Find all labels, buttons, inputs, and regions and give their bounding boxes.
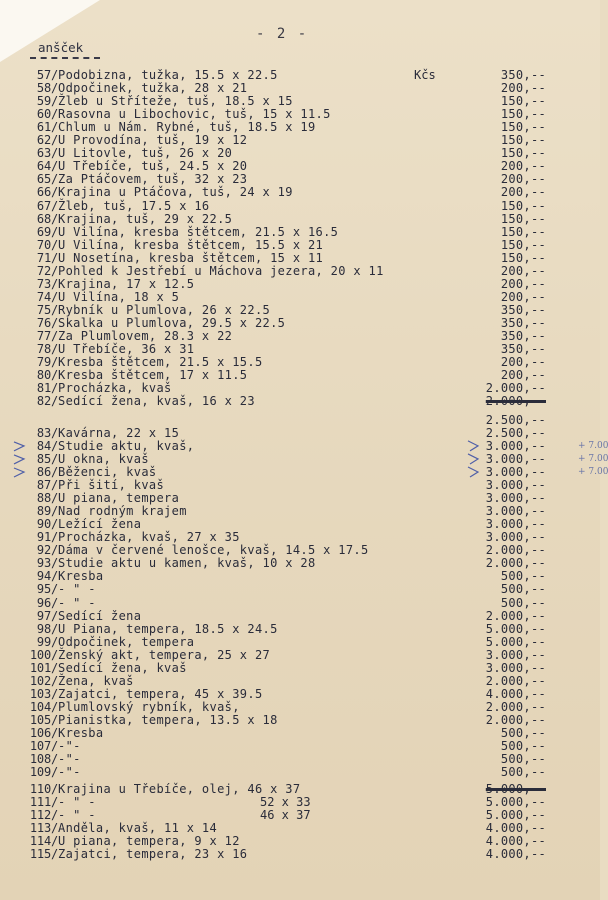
list-item — [0, 134, 600, 147]
item-price: 150,-- — [500, 198, 546, 213]
list-item — [0, 226, 600, 239]
item-price: 4.000,-- — [485, 847, 546, 862]
item-price: 350,-- — [500, 315, 546, 330]
list-item — [0, 317, 600, 330]
item-price: 150,-- — [500, 224, 546, 239]
item-number: 99/ — [36, 634, 58, 649]
item-price: 4.000,-- — [485, 834, 546, 849]
list-item — [0, 531, 600, 544]
item-price: 500,-- — [500, 765, 546, 780]
item-number: 80/ — [36, 368, 58, 383]
item-title: Anděla, kvaš, 11 x 14 — [58, 821, 218, 836]
item-title: U Vilína, kresba štětcem, 15.5 x 21 — [58, 237, 324, 252]
item-number: 75/ — [36, 302, 58, 317]
item-title: Procházka, kvaš, 27 x 35 — [58, 530, 240, 545]
list-item — [0, 186, 600, 199]
item-title: U okna, kvaš — [58, 451, 149, 466]
item-price: 200,-- — [500, 289, 546, 304]
item-number: 115/ — [29, 847, 58, 862]
list-item — [0, 330, 600, 343]
item-title: Podobizna, tužka, 15.5 x 22.5 — [58, 68, 278, 82]
item-number: 64/ — [36, 159, 58, 174]
item-price: 500,-- — [500, 595, 546, 610]
item-title: Při šití, kvaš — [58, 478, 165, 493]
item-title: Studie aktu, kvaš, — [58, 438, 195, 453]
item-title: - " - — [58, 795, 96, 810]
author-heading: anšček — [38, 40, 84, 55]
item-number: 111/ — [29, 795, 58, 810]
item-title: Žleb u Stříteže, tuš, 18.5 x 15 — [58, 94, 293, 109]
item-title: Krajina u Třebíče, olej, 46 x 37 — [58, 782, 301, 797]
list-item — [0, 753, 600, 766]
item-number: 69/ — [36, 224, 58, 239]
item-price: 200,-- — [500, 81, 546, 96]
item-number: 79/ — [36, 355, 58, 370]
item-price: 4.000,-- — [485, 686, 546, 701]
item-number: 91/ — [36, 530, 58, 545]
item-number: 72/ — [36, 263, 58, 278]
list-item — [0, 557, 600, 570]
item-title: Sedící žena — [58, 608, 142, 623]
item-number: 77/ — [36, 329, 58, 343]
list-item — [0, 69, 600, 82]
item-price: 5.000,-- — [485, 621, 546, 636]
list-item — [0, 395, 600, 408]
item-title: Odpočinek, tempera — [58, 634, 195, 649]
list-item — [0, 848, 600, 861]
list-item — [0, 479, 600, 492]
item-title: U Provodína, tuš, 19 x 12 — [58, 133, 248, 148]
item-title: U piana, tempera, 9 x 12 — [58, 834, 240, 849]
list-item — [0, 466, 600, 479]
item-number: 97/ — [36, 608, 58, 623]
item-price: 3.000,-- — [485, 504, 546, 519]
item-number: 109/ — [29, 765, 58, 780]
item-title: Krajina, 17 x 12.5 — [58, 276, 195, 291]
item-number: 71/ — [36, 250, 58, 265]
item-title: -"- — [58, 765, 81, 780]
item-price: 350,-- — [500, 342, 546, 357]
item-number: 110/ — [29, 782, 58, 797]
item-number: 104/ — [29, 699, 58, 714]
list-item — [0, 213, 600, 226]
item-title: Ležící žena — [58, 517, 142, 532]
item-number: 107/ — [29, 739, 58, 754]
item-price: 500,-- — [500, 752, 546, 767]
list-item — [0, 108, 600, 121]
item-title: - " - — [58, 808, 96, 823]
item-title: Pianistka, tempera, 13.5 x 18 — [58, 712, 278, 727]
item-number: 102/ — [29, 673, 58, 688]
item-title: Sedící žena, kvaš — [58, 660, 187, 675]
item-number: 66/ — [36, 185, 58, 200]
list-item — [0, 252, 600, 265]
item-title: - " - — [58, 595, 96, 610]
item-price: 150,-- — [500, 250, 546, 265]
item-number: 81/ — [36, 381, 58, 396]
item-price: 350,-- — [500, 302, 546, 317]
list-item — [0, 160, 600, 173]
item-price: 3.000,-- — [485, 451, 546, 466]
list-item — [0, 809, 600, 822]
item-number: 74/ — [36, 289, 58, 304]
item-price: 500,-- — [500, 569, 546, 584]
list-item — [0, 796, 600, 809]
list-item — [0, 343, 600, 356]
item-number: 85/ — [36, 451, 58, 466]
item-title: Ženský akt, tempera, 25 x 27 — [58, 647, 271, 662]
item-title: Krajina u Ptáčova, tuš, 24 x 19 — [58, 185, 293, 200]
item-number: 103/ — [29, 686, 58, 701]
item-number: 113/ — [29, 821, 58, 836]
list-item — [0, 662, 600, 675]
item-price: 2.000,-- — [485, 712, 546, 727]
list-item — [0, 382, 600, 395]
item-number: 87/ — [36, 478, 58, 493]
item-number: 108/ — [29, 752, 58, 767]
item-price: 150,-- — [500, 237, 546, 252]
item-price: 150,-- — [500, 146, 546, 161]
item-price: 200,-- — [500, 159, 546, 174]
item-title: Kresba — [58, 569, 104, 584]
handwritten-note: + 7.00 — [578, 467, 608, 477]
list-item — [0, 544, 600, 557]
item-number: 86/ — [36, 465, 58, 479]
item-title: -"- — [58, 739, 81, 754]
item-title: Běženci, kvaš — [58, 465, 157, 479]
list-item — [0, 597, 600, 610]
list-item — [0, 701, 600, 714]
item-number: 78/ — [36, 342, 58, 357]
item-number: 101/ — [29, 660, 58, 675]
list-item — [0, 783, 600, 796]
item-price: 5.000,-- — [485, 808, 546, 823]
item-title: U Litovle, tuš, 26 x 20 — [58, 146, 233, 161]
item-title: U Vilína, 18 x 5 — [58, 289, 180, 304]
item-title: U Vilína, kresba štětcem, 21.5 x 16.5 — [58, 224, 339, 239]
list-item — [0, 121, 600, 134]
item-number: 57/ — [36, 68, 58, 82]
item-number: 106/ — [29, 726, 58, 740]
item-title: Za Plumlovem, 28.3 x 22 — [58, 329, 233, 343]
item-price: 3.000,-- — [485, 530, 546, 545]
item-price: 3.000,-- — [485, 478, 546, 493]
item-price: 2.500,-- — [485, 412, 546, 427]
item-title: Za Ptáčovem, tuš, 32 x 23 — [58, 172, 248, 187]
list-item — [0, 265, 600, 278]
currency-label: Kčs — [414, 68, 436, 82]
item-number: 84/ — [36, 438, 58, 453]
item-title: Rybník u Plumlova, 26 x 22.5 — [58, 302, 271, 317]
item-title: Chlum u Nám. Rybné, tuš, 18.5 x 19 — [58, 120, 316, 135]
list-item — [0, 688, 600, 701]
list-item — [0, 583, 600, 596]
list-item — [0, 822, 600, 835]
list-item — [0, 173, 600, 186]
item-number: 92/ — [36, 543, 58, 558]
item-title: U Nosetína, kresba štětcem, 15 x 11 — [58, 250, 324, 265]
list-item — [0, 505, 600, 518]
item-number: 82/ — [36, 394, 58, 409]
item-price: 3.000,-- — [485, 465, 546, 479]
item-title: - " - — [58, 582, 96, 597]
list-item — [0, 427, 600, 440]
item-price: 2.000,-- — [485, 381, 546, 396]
item-price: 200,-- — [500, 263, 546, 278]
item-number: 94/ — [36, 569, 58, 584]
item-number: 60/ — [36, 107, 58, 122]
list-item — [0, 570, 600, 583]
item-number: 83/ — [36, 425, 58, 440]
list-item — [0, 304, 600, 317]
list-item — [0, 356, 600, 369]
item-number: 89/ — [36, 504, 58, 519]
list-item — [0, 740, 600, 753]
item-title: Kresba štětcem, 21.5 x 15.5 — [58, 355, 263, 370]
item-number: 67/ — [36, 198, 58, 213]
item-number: 90/ — [36, 517, 58, 532]
item-number: 95/ — [36, 582, 58, 597]
item-title: U Piana, tempera, 18.5 x 24.5 — [58, 621, 278, 636]
item-price: 200,-- — [500, 355, 546, 370]
item-title: Skalka u Plumlova, 29.5 x 22.5 — [58, 315, 286, 330]
handwritten-note: + 7.00 — [578, 453, 608, 464]
list-item — [0, 727, 600, 740]
item-price: 150,-- — [500, 120, 546, 135]
page-number: - 2 - — [256, 26, 309, 42]
item-price: 2.000,-- — [485, 699, 546, 714]
item-price: 2.500,-- — [485, 425, 546, 440]
item-dimensions: 52 x 33 — [260, 795, 311, 810]
item-title: Krajina, tuš, 29 x 22.5 — [58, 211, 233, 226]
item-number: 114/ — [29, 834, 58, 849]
list-item — [0, 200, 600, 213]
item-title: -"- — [58, 752, 81, 767]
item-price: 3.000,-- — [485, 517, 546, 532]
item-number: 62/ — [36, 133, 58, 148]
item-number: 65/ — [36, 172, 58, 187]
item-price: 2.000,-- — [485, 543, 546, 558]
list-item — [0, 649, 600, 662]
list-item — [0, 291, 600, 304]
list-item — [0, 623, 600, 636]
item-title: Dáma v červené lenošce, kvaš, 14.5 x 17.5 — [58, 543, 369, 558]
item-title: U Třebíče, 36 x 31 — [58, 342, 195, 357]
item-price: 150,-- — [500, 94, 546, 109]
item-price: 200,-- — [500, 368, 546, 383]
list-item — [0, 636, 600, 649]
item-price: 150,-- — [500, 133, 546, 148]
list-item — [0, 835, 600, 848]
item-title: U piana, tempera — [58, 491, 180, 506]
item-number: 70/ — [36, 237, 58, 252]
item-number: 63/ — [36, 146, 58, 161]
item-price: 5.000,-- — [485, 634, 546, 649]
list-item — [0, 518, 600, 531]
item-title: Kavárna, 22 x 15 — [58, 425, 180, 440]
list-item — [0, 414, 600, 427]
item-number: 112/ — [29, 808, 58, 823]
item-title: Žleb, tuš, 17.5 x 16 — [58, 198, 210, 213]
item-title: Kresba štětcem, 17 x 11.5 — [58, 368, 248, 383]
list-item — [0, 95, 600, 108]
item-number: 100/ — [29, 647, 58, 662]
item-price: 350,-- — [500, 329, 546, 343]
list-item — [0, 440, 600, 453]
item-dimensions: 46 x 37 — [260, 808, 311, 823]
item-title: Odpočinek, tužka, 28 x 21 — [58, 81, 248, 96]
item-number: 96/ — [36, 595, 58, 610]
item-price: 2.000,-- — [485, 608, 546, 623]
item-price: 3.000,-- — [485, 660, 546, 675]
item-price: 4.000,-- — [485, 821, 546, 836]
item-price: 2.000,-- — [485, 394, 546, 409]
item-title: Studie aktu u kamen, kvaš, 10 x 28 — [58, 556, 316, 571]
item-title: Plumlovský rybník, kvaš, — [58, 699, 240, 714]
list-item — [0, 369, 600, 382]
item-price: 500,-- — [500, 739, 546, 754]
item-price: 5.000,-- — [485, 795, 546, 810]
item-number: 58/ — [36, 81, 58, 96]
item-title: Zajatci, tempera, 45 x 39.5 — [58, 686, 263, 701]
item-price: 5.000,-- — [485, 782, 546, 797]
item-price: 150,-- — [500, 211, 546, 226]
item-title: Žena, kvaš — [58, 673, 134, 688]
item-title: Kresba — [58, 726, 104, 740]
item-price: 200,-- — [500, 172, 546, 187]
item-title: Pohled k Jestřebí u Máchova jezera, 20 x 11 — [58, 263, 384, 278]
item-title: Nad rodným krajem — [58, 504, 187, 519]
item-price: 150,-- — [500, 107, 546, 122]
item-number: 76/ — [36, 315, 58, 330]
list-item — [0, 453, 600, 466]
item-number: 61/ — [36, 120, 58, 135]
item-number: 68/ — [36, 211, 58, 226]
item-price: 350,-- — [500, 68, 546, 82]
item-price: 3.000,-- — [485, 491, 546, 506]
handwritten-note: + 7.00 — [578, 440, 608, 451]
list-item — [0, 492, 600, 505]
item-number: 93/ — [36, 556, 58, 571]
list-item — [0, 675, 600, 688]
item-price: 3.000,-- — [485, 647, 546, 662]
item-price: 2.000,-- — [485, 673, 546, 688]
item-title: U Třebíče, tuš, 24.5 x 20 — [58, 159, 248, 174]
item-number: 59/ — [36, 94, 58, 109]
item-title: Sedící žena, kvaš, 16 x 23 — [58, 394, 255, 409]
list-item — [0, 766, 600, 779]
item-price: 500,-- — [500, 582, 546, 597]
item-price: 3.000,-- — [485, 438, 546, 453]
list-item — [0, 147, 600, 160]
list-item — [0, 714, 600, 727]
list-item — [0, 239, 600, 252]
item-price: 200,-- — [500, 185, 546, 200]
list-item — [0, 278, 600, 291]
item-number: 88/ — [36, 491, 58, 506]
item-title: Rasovna u Libochovic, tuš, 15 x 11.5 — [58, 107, 331, 122]
item-number: 73/ — [36, 276, 58, 291]
item-title: Procházka, kvaš — [58, 381, 172, 396]
item-number: 105/ — [29, 712, 58, 727]
item-price: 200,-- — [500, 276, 546, 291]
item-price: 500,-- — [500, 726, 546, 740]
list-item — [0, 610, 600, 623]
item-number: 98/ — [36, 621, 58, 636]
item-price: 2.000,-- — [485, 556, 546, 571]
item-title: Zajatci, tempera, 23 x 16 — [58, 847, 248, 862]
